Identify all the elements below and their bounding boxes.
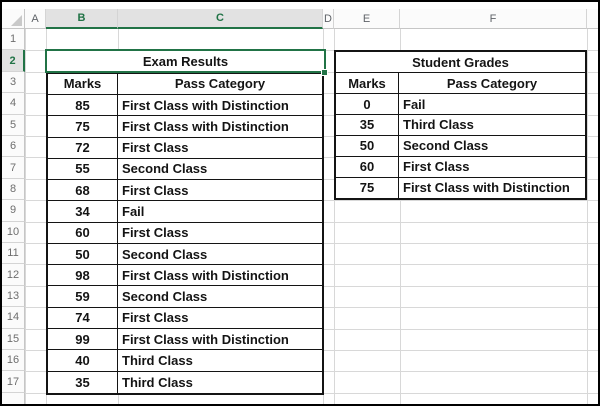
cell-marks[interactable]: 68 (48, 180, 118, 200)
cell-category[interactable]: First Class (122, 225, 189, 241)
table-row (336, 136, 585, 157)
table-row (48, 308, 322, 329)
cell-marks[interactable]: 60 (48, 223, 118, 243)
cell-category[interactable]: Second Class (122, 289, 208, 305)
cell-marks[interactable]: 35 (336, 115, 399, 135)
table-row (336, 115, 585, 136)
row-header-13[interactable]: 13 (2, 286, 25, 307)
row-header-3[interactable]: 3 (2, 72, 25, 93)
table-row (48, 372, 322, 393)
row-header-8[interactable]: 8 (2, 179, 25, 200)
cell-marks[interactable]: 72 (48, 138, 118, 158)
table-row (48, 116, 322, 137)
cell-category[interactable]: Second Class (122, 246, 208, 262)
gridline (587, 29, 588, 404)
select-all-icon (11, 15, 22, 26)
cell-marks[interactable]: 35 (48, 372, 118, 393)
cell-category[interactable]: Fail (403, 96, 426, 112)
column-header-D[interactable]: D (323, 9, 334, 29)
column-header-C[interactable]: C (118, 9, 323, 29)
cell-category[interactable]: Fail (122, 204, 145, 220)
row-header-9[interactable]: 9 (2, 200, 25, 221)
cell-marks[interactable]: 50 (336, 136, 399, 156)
table-row (48, 244, 322, 265)
cell-category[interactable]: First Class with Distinction (122, 97, 289, 113)
column-header-E[interactable]: E (334, 9, 400, 29)
cell-marks[interactable]: 40 (48, 350, 118, 370)
table-row (48, 223, 322, 244)
table-row (48, 95, 322, 116)
table-row (48, 159, 322, 180)
column-header-B[interactable]: B (46, 9, 118, 29)
cell-table-title[interactable]: Student Grades (412, 54, 509, 70)
fill-handle[interactable] (321, 69, 328, 76)
row-header-5[interactable]: 5 (2, 115, 25, 136)
student-grades-table (334, 50, 587, 200)
selected-cell-exam-results-title[interactable]: Exam Results (45, 49, 326, 73)
table-row (48, 350, 322, 371)
row-header-6[interactable]: 6 (2, 136, 25, 157)
cell-marks[interactable]: 55 (48, 159, 118, 179)
cell-category[interactable]: First Class with Distinction (403, 180, 570, 196)
cell-marks[interactable]: 50 (48, 244, 118, 264)
table-row (48, 286, 322, 307)
table-header-row (336, 73, 585, 94)
cell-category[interactable]: First Class (122, 140, 189, 156)
table-row (48, 329, 322, 350)
cell-category-header[interactable]: Pass Category (446, 75, 538, 91)
cell-marks[interactable]: 0 (336, 94, 399, 114)
cell-category[interactable]: Second Class (403, 138, 489, 154)
table-row (48, 138, 322, 159)
row-header-16[interactable]: 16 (2, 350, 25, 371)
select-all-corner[interactable] (2, 9, 25, 29)
row-header-overflow (2, 393, 25, 404)
cell-category[interactable]: Second Class (122, 161, 208, 177)
cell-category[interactable]: Third Class (122, 374, 193, 390)
cell-category[interactable]: First Class with Distinction (122, 331, 289, 347)
cell-category[interactable]: Third Class (122, 352, 193, 368)
cell-marks-header[interactable]: Marks (336, 73, 399, 93)
row-header-14[interactable]: 14 (2, 307, 25, 328)
table-row (48, 265, 322, 286)
cell-category[interactable]: First Class (122, 182, 189, 198)
table-row (336, 178, 585, 199)
cell-category[interactable]: Third Class (403, 117, 474, 133)
cell-marks[interactable]: 99 (48, 329, 118, 349)
row-header-10[interactable]: 10 (2, 222, 25, 243)
row-header-2[interactable]: 2 (2, 50, 25, 71)
cell-category-header[interactable]: Pass Category (174, 76, 266, 92)
table-row (48, 201, 322, 222)
cell-marks[interactable]: 75 (48, 116, 118, 136)
row-header-7[interactable]: 7 (2, 157, 25, 178)
row-header-1[interactable]: 1 (2, 29, 25, 50)
cell-marks[interactable]: 74 (48, 308, 118, 328)
table-row (336, 157, 585, 178)
cell-marks[interactable]: 98 (48, 265, 118, 285)
table-header-row (48, 74, 322, 95)
cell-category[interactable]: First Class (403, 159, 470, 175)
table-title-row (336, 52, 585, 73)
cell-marks[interactable]: 59 (48, 286, 118, 306)
cell-marks[interactable]: 60 (336, 157, 399, 177)
gridline (25, 29, 26, 404)
cell-marks-header[interactable]: Marks (48, 74, 118, 94)
table-row (48, 180, 322, 201)
table-row (336, 94, 585, 115)
cell-category[interactable]: First Class (122, 310, 189, 326)
cell-marks[interactable]: 34 (48, 201, 118, 221)
cell-category[interactable]: First Class with Distinction (122, 267, 289, 283)
column-header-overflow (587, 9, 598, 29)
column-header-F[interactable]: F (400, 9, 587, 29)
column-header-A[interactable]: A (25, 9, 46, 29)
cell-marks[interactable]: 85 (48, 95, 118, 115)
row-header-15[interactable]: 15 (2, 329, 25, 350)
row-header-17[interactable]: 17 (2, 371, 25, 392)
row-header-4[interactable]: 4 (2, 93, 25, 114)
cell-category[interactable]: First Class with Distinction (122, 118, 289, 134)
row-header-11[interactable]: 11 (2, 243, 25, 264)
row-header-12[interactable]: 12 (2, 264, 25, 285)
exam-results-table (46, 72, 324, 395)
cell-marks[interactable]: 75 (336, 178, 399, 199)
